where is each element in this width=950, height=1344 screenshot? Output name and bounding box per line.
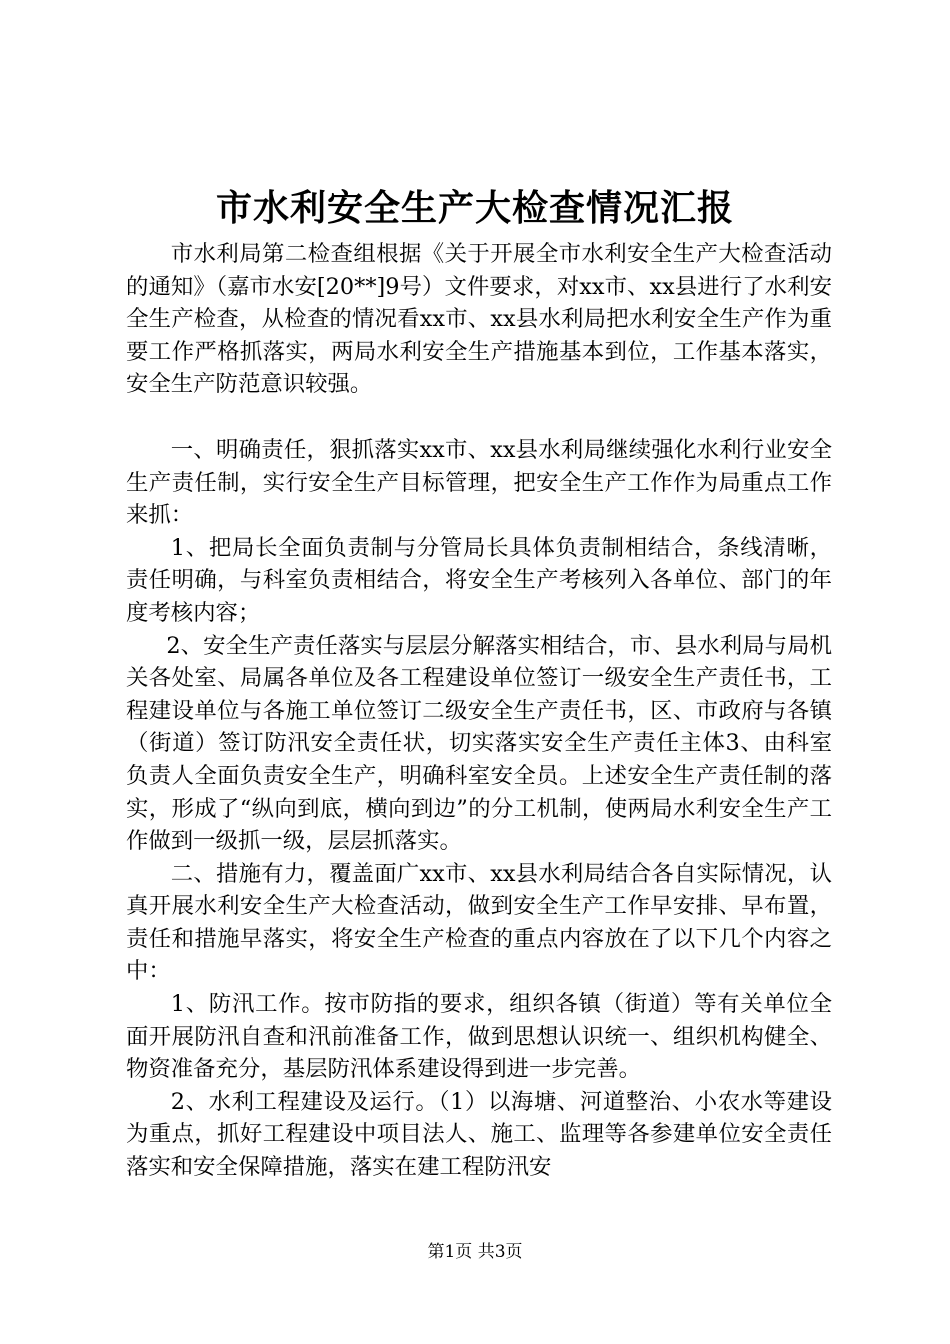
page-footer [0, 1240, 950, 1264]
paragraph-section-1: 一、明确责任，狠抓落实xx市、xx县水利局继续强化水利行业安全生产责任制，实行安全生产目标管理，把安全生产工作作为局重点工作来抓： [126, 436, 832, 529]
paragraph-item-1-2: 2、安全生产责任落实与层层分解落实相结合，市、县水利局与局机关各处室、局属各单位及各工程建设单位签订一级安全生产责任书，工程建设单位与各施工单位签订二级安全生产责任书，区、市政府与各镇（街道）签订防汛安全责任状，切实落实安全生产责任主体3、由科室负责人全面负责安全生产，明确科室安全员。上述安全生产责任制的落实，形成了“纵向到底，横向到边”的分工机制，使两局水利安全生产工作做到一级抓一级，层层抓落实。 [126, 632, 832, 855]
document-title: 市水利安全生产大检查情况汇报 [215, 187, 734, 229]
paragraph-item-2-1: 1、防汛工作。按市防指的要求，组织各镇（街道）等有关单位全面开展防汛自查和汛前准备工作，做到思想认识统一、组织机构健全、物资准备充分，基层防汛体系建设得到进一步完善。 [126, 991, 832, 1083]
document-body [126, 238, 832, 1184]
paragraph-section-2: 二、措施有力，覆盖面广xx市、xx县水利局结合各自实际情况，认真开展水利安全生产大检查活动，做到安全生产工作早安排、早布置，责任和措施早落实，将安全生产检查的重点内容放在了以下几个内容之中： [126, 860, 832, 985]
paragraph-item-1-1: 1、把局长全面负责制与分管局长具体负责制相结合，条线清晰，责任明确，与科室负责相结合，将安全生产考核列入各单位、部门的年度考核内容； [126, 534, 832, 626]
page-number: 第1页 共3页 [427, 1242, 523, 1262]
paragraph-item-2-2: 2、水利工程建设及运行。（1）以海塘、河道整治、小农水等建设为重点，抓好工程建设中项目法人、施工、监理等各参建单位安全责任落实和安全保障措施，落实在建工程防汛安 [126, 1088, 832, 1181]
paragraph-intro: 市水利局第二检查组根据《关于开展全市水利安全生产大检查活动的通知》（嘉市水安[20**]9号）文件要求，对xx市、xx县进行了水利安全生产检查，从检查的情况看xx市、xx县水利局把水利安全生产作为重要工作严格抓落实，两局水利安全生产措施基本到位，工作基本落实，安全生产防范意识较强。 [126, 241, 832, 398]
